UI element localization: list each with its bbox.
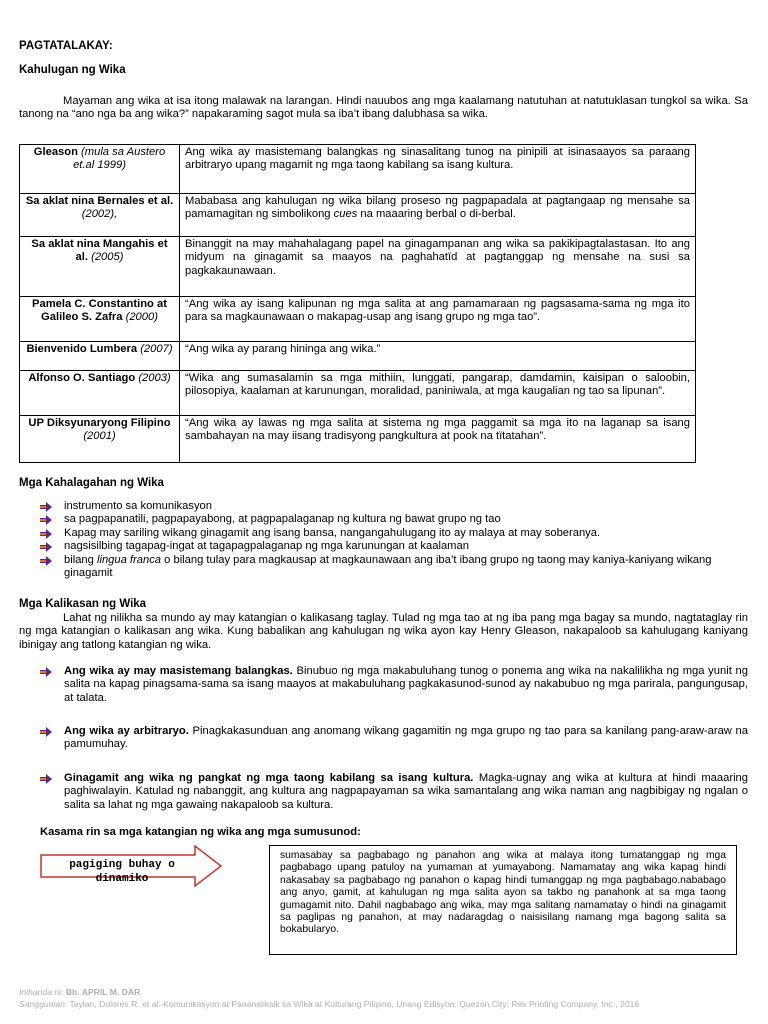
- definition-source: Alfonso O. Santiago (2003): [20, 371, 180, 416]
- definition-source: UP Diksyunaryong Filipino (2001): [20, 416, 180, 463]
- nature-intro-paragraph: Lahat ng nilikha sa mundo ay may katangian o kalikasang taglay. Tulad ng mga tao at ng iba pang mga bagay sa mundo, nagtataglay rin ng mga katangian o kalikasan ang wika. Kung babalikan ang kahulugan ng wika ayon kay Henry Gleason, nakapaloob sa kahulugang kaniyang ibinigay ang tatlong katangian ng wika.: [19, 612, 748, 651]
- characteristic-label: pagiging buhay o dinamiko: [69, 859, 175, 885]
- arrow-bullet-icon: [40, 556, 52, 566]
- definition-text: “Ang wika ay lawas ng mga salita at sistema ng mga paggamit sa mga ito na laganap sa isang sambahayan na may iisang tradisyong pangkultura at pook na tïtatahan”.: [180, 416, 696, 463]
- definition-source: Gleason (mula sa Austero et.al 1999): [20, 145, 180, 194]
- feature-item: Ang wika ay arbitraryo. Pinagkakasunduan ang anomang wikang gagamitin ng mga grupo ng tao para sa kanilang pang-araw-araw na pamumuhay.: [40, 725, 748, 752]
- characteristic-description-box: sumasabay sa pagbabago ng panahon ang wika at malaya itong tumatanggap ng mga pagbabago upang patuloy na yumaman at yumayabong. Namamatay ang wika kapag hindi nakasabay sa pagbabago ng panahon o kapag hindi tumanggap ng mga pagbabago.nababago ang anyo, gamit, at kahulugan ng mga salita ayon sa takbo ng panahonk at sa mga taong gumagamit nito. Dahil nagbabago ang wika, may mga salitang namamatay o hindi na ginagamit sa paglipas ng panahon, at may nadaragdag o naisisilang namang mga bagong salita sa bokabularyo.: [269, 845, 737, 955]
- table-row: [20, 297, 696, 342]
- definition-source: Sa aklat nina Mangahis et al. (2005): [20, 237, 180, 297]
- definition-source: Pamela C. Constantino at Galileo S. Zafra (2000): [20, 297, 180, 342]
- table-row: [20, 145, 696, 194]
- definition-text: Mababasa ang kahulugan ng wika bilang proseso ng pagpapadala at pagtangaap ng mensahe sa pamamagitan ng simbolikong cues na maaaring berbal o di-berbal.: [180, 194, 696, 237]
- definition-text: Ang wika ay masistemang balangkas ng sinasalitang tunog na pinipili at isinasaayos sa paraang arbitraryo upang magamit ng mga taong kabilang sa isang kultura.: [180, 145, 696, 194]
- page-title: PAGTATALAKAY:: [19, 40, 113, 52]
- arrow-bullet-icon: [40, 502, 52, 512]
- list-item: bilang lingua franca o bilang tulay para magkausap at magkaunawaan ang iba’t ibang grupo ng taong may kaniya-kaniyang wikang ginagamit: [40, 554, 720, 581]
- section-heading-kalikasan: Mga Kalikasan ng Wika: [19, 598, 147, 610]
- list-item: instrumento sa komunikasyon: [40, 500, 720, 513]
- definition-source: Sa aklat nina Bernales et al. (2002),: [20, 194, 180, 237]
- definition-text: “Wika ang sumasalamin sa mga mithiin, lunggati, pangarap, damdamin, kaisipan o saloobin, pilosopiya, kaalaman at karunungan, moralidad, paniniwala, at mga kaugalian ng tao sa lipunan”.: [180, 371, 696, 416]
- table-row: [20, 237, 696, 297]
- table-row: [20, 194, 696, 237]
- feature-item: Ginagamit ang wika ng pangkat ng mga taong kabilang sa isang kultura. Magka-ugnay ang wika at kultura at hindi maaaring paghiwalayin. Katulad ng nabanggit, ang kultura ang nagpapayaman sa wika samantalang ang wika naman ang nagbibigay ng ngalan o salita sa lahat ng mga gawaing nakapaloob sa kultura.: [40, 772, 748, 812]
- list-item: Kapag may sariling wikang ginagamit ang isang bansa, nangangahulugang ito ay malaya at may soberanya.: [40, 527, 720, 540]
- definition-text: “Ang wika ay parang hininga ang wika.”: [180, 342, 696, 371]
- source-line: Sanggunian: Taylan, Dolores R. et al. Komunikasyon at Pananaliksik sa Wika at Kulturang Pilipino, Unang Edisyon. Quezon City: Rex Printing Company, Inc., 2016: [19, 999, 640, 1009]
- characteristics-heading: Kasama rin sa mga katangian ng wika ang mga sumusunod:: [40, 826, 361, 838]
- table-row: [20, 416, 696, 463]
- table-row: [20, 342, 696, 371]
- definitions-table: [19, 144, 696, 463]
- arrow-bullet-icon: [40, 515, 52, 525]
- arrow-bullet-icon: [40, 542, 52, 552]
- section-heading-kahulugan: Kahulugan ng Wika: [19, 64, 126, 76]
- definition-text: Binanggit na may mahahalagang papel na ginagampanan ang wika sa pakikipagtalastasan. Ito ang midyum na ginagamit sa maayos na paghahatïd at pagtanggap ng mensahe na susi sa pagkakaunawaan.: [180, 237, 696, 297]
- arrow-bullet-icon: [40, 774, 52, 784]
- page-footer: [19, 986, 759, 1010]
- list-item: nagsisilbing tagapag-ingat at tagapagpalaganap ng mga karunungan at kaalaman: [40, 540, 720, 553]
- importance-list: [40, 500, 720, 580]
- table-row: [20, 371, 696, 416]
- arrow-bullet-icon: [40, 529, 52, 539]
- arrow-bullet-icon: [40, 667, 52, 677]
- list-item: sa pagpapanatili, pagpapayabong, at pagpapalaganap ng kultura ng bawat grupo ng tao: [40, 513, 720, 526]
- arrow-bullet-icon: [40, 727, 52, 737]
- section-heading-kahalagahan: Mga Kahalagahan ng Wika: [19, 477, 164, 489]
- feature-item: Ang wika ay may masistemang balangkas. Binubuo ng mga makabuluhang tunog o ponema ang wika na nakalilikha ng mga yunit ng salita na kapag pinagsama-sama sa isang maayos at makabuluhang pagkakasunod-sunod ay nakabubuo ng mga parirala, pangungusap, at talata.: [40, 665, 748, 705]
- intro-paragraph: Mayaman ang wika at isa itong malawak na larangan. Hindi nauubos ang mga kaalamang natutuhan at natutuklasan tungkol sa wika. Sa tanong na “ano nga ba ang wika?” napakaraming sagot mula sa iba’t ibang dalubhasa sa wika.: [19, 95, 748, 121]
- definition-text: “Ang wika ay isang kalipunan ng mga salita at ang pamamaraan ng pagsasama-sama ng mga ito para sa magkaunawaan o makapag-usap ang isang grupo ng mga tao”.: [180, 297, 696, 342]
- definition-source: Bienvenido Lumbera (2007): [20, 342, 180, 371]
- prepared-by-line: Inihanda ni: Bb. APRIL M. DAR: [19, 987, 141, 997]
